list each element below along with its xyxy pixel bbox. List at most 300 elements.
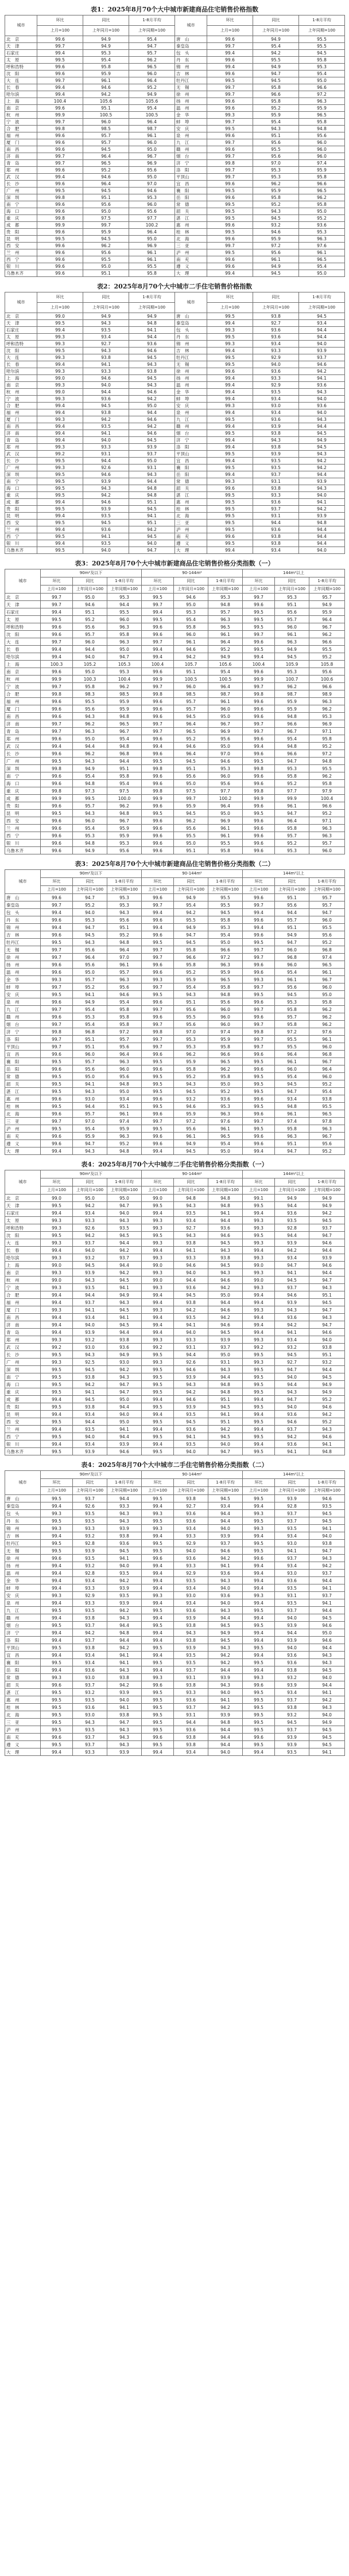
index-value: 99.8	[243, 1028, 275, 1036]
index-value: 94.5	[208, 1433, 243, 1441]
index-value: 94.9	[309, 1195, 345, 1202]
index-value: 96.4	[83, 181, 129, 188]
index-value: 94.8	[129, 492, 175, 499]
index-value: 99.6	[243, 698, 275, 705]
index-value: 95.7	[83, 139, 129, 146]
index-value: 94.5	[129, 533, 175, 540]
index-value: 94.2	[129, 396, 175, 403]
index-value: 93.8	[73, 1644, 107, 1652]
index-value: 94.1	[73, 1388, 107, 1396]
table-row	[5, 430, 345, 437]
index-value: 99.6	[207, 194, 253, 201]
index-value: 99.7	[41, 638, 73, 646]
header-base-prev-year-month: 上年同月=100	[174, 1487, 208, 1495]
index-value: 96.2	[73, 750, 107, 758]
table-row	[5, 520, 345, 526]
index-value: 99.3	[41, 1674, 73, 1681]
index-value: 99.6	[142, 735, 174, 743]
index-value: 93.1	[129, 465, 175, 471]
index-value: 96.1	[275, 976, 309, 983]
index-value: 99.3	[41, 976, 73, 983]
city-name: 济 南	[5, 153, 37, 160]
index-value: 105.9	[275, 661, 309, 668]
city-name: 厦 门	[5, 1306, 41, 1314]
index-value: 94.5	[275, 1277, 309, 1284]
index-value: 95.8	[275, 1021, 309, 1028]
city-name: 昆 明	[5, 810, 41, 817]
city-name: 西 宁	[5, 533, 37, 540]
index-value: 95.1	[309, 1351, 345, 1359]
index-value: 94.5	[309, 1510, 345, 1517]
table-row	[5, 1381, 345, 1388]
index-value: 94.2	[275, 1433, 309, 1441]
city-name: 济 宁	[175, 160, 207, 167]
index-value: 99.5	[41, 1540, 73, 1547]
index-value: 99.3	[243, 976, 275, 983]
index-value: 94.5	[309, 1373, 345, 1381]
index-value: 96.0	[73, 817, 107, 825]
index-value: 96.4	[73, 954, 107, 961]
index-value: 99.3	[243, 1217, 275, 1224]
header-yoy: 同比	[174, 878, 208, 886]
index-value: 94.3	[174, 1381, 208, 1388]
index-value: 93.7	[275, 1284, 309, 1291]
table-row	[5, 361, 345, 368]
index-value: 93.8	[253, 540, 299, 547]
table-row	[5, 1614, 345, 1622]
index-value: 99.3	[41, 1359, 73, 1366]
city-name: 西 安	[5, 243, 37, 249]
index-value: 100.3	[73, 676, 107, 683]
index-value: 94.3	[299, 416, 345, 423]
table-row	[5, 188, 345, 194]
index-value: 99.5	[37, 57, 83, 64]
city-name: 唐 山	[5, 1495, 41, 1502]
index-value: 93.8	[107, 1711, 142, 1719]
header-avg: 1-8月平均	[208, 1178, 243, 1186]
index-value: 99.4	[207, 382, 253, 389]
index-value: 99.3	[243, 1674, 275, 1681]
index-value: 93.8	[275, 1666, 309, 1674]
index-value: 96.3	[275, 638, 309, 646]
table-row	[5, 382, 345, 389]
index-value: 99.6	[37, 139, 83, 146]
index-value: 97.1	[309, 728, 345, 735]
header-mom: 环比	[41, 878, 73, 886]
city-name: 上 海	[5, 98, 37, 105]
index-value: 99.4	[37, 423, 83, 430]
table-row	[5, 1006, 345, 1013]
table-row	[5, 98, 345, 105]
table-2	[5, 292, 345, 554]
index-value: 98.3	[73, 690, 107, 698]
index-value: 99.5	[243, 1726, 275, 1734]
index-value: 93.8	[73, 1614, 107, 1622]
index-value: 99.3	[37, 396, 83, 403]
index-value: 94.4	[73, 743, 107, 750]
index-value: 99.4	[207, 547, 253, 554]
city-name: 重 庆	[5, 787, 41, 795]
index-value: 93.9	[299, 478, 345, 485]
index-value: 94.4	[107, 601, 142, 608]
table-row	[5, 1540, 345, 1547]
city-name: 北 京	[5, 36, 37, 43]
index-value: 96.0	[129, 71, 175, 77]
index-value: 94.9	[275, 646, 309, 653]
index-value: 94.5	[83, 146, 129, 153]
city-name: 九 江	[5, 1006, 41, 1013]
index-value: 94.4	[275, 1232, 309, 1239]
table-row	[5, 909, 345, 916]
index-value: 95.6	[129, 208, 175, 215]
city-name: 岳 阳	[5, 1666, 41, 1674]
index-value: 94.0	[253, 361, 299, 368]
index-value: 99.5	[243, 1232, 275, 1239]
city-name: 襄 阳	[175, 188, 207, 194]
index-value: 94.6	[174, 594, 208, 601]
index-value: 96.3	[208, 616, 243, 623]
index-value: 96.2	[309, 1006, 345, 1013]
index-value: 93.4	[73, 1652, 107, 1659]
index-value: 95.8	[253, 84, 299, 91]
index-value: 94.5	[174, 1088, 208, 1095]
city-name: 泉 州	[5, 998, 41, 1006]
index-value: 105.7	[174, 661, 208, 668]
index-value: 94.3	[107, 1666, 142, 1674]
index-value: 99.6	[243, 713, 275, 720]
city-name: 丹 东	[175, 334, 207, 341]
table-row	[5, 1622, 345, 1629]
index-value: 96.6	[208, 1051, 243, 1058]
index-value: 93.3	[73, 1748, 107, 1756]
index-value: 93.4	[253, 341, 299, 348]
index-value: 99.6	[142, 840, 174, 847]
index-value: 99.5	[142, 616, 174, 623]
city-name: 泉 州	[175, 409, 207, 416]
header-base-prev-year-period: 上年同期=100	[309, 886, 345, 894]
index-value: 99.8	[142, 1028, 174, 1036]
table-row	[5, 1441, 345, 1448]
city-name: 唐 山	[5, 894, 41, 901]
index-value: 93.7	[73, 1741, 107, 1748]
index-value: 99.5	[142, 1073, 174, 1080]
index-value: 96.3	[208, 961, 243, 969]
index-value: 93.8	[253, 444, 299, 451]
city-name: 贵 阳	[5, 1403, 41, 1411]
header-avg: 1-8月平均	[208, 878, 243, 886]
index-value: 94.1	[309, 1748, 345, 1756]
index-value: 95.1	[83, 194, 129, 201]
index-value: 95.8	[107, 1006, 142, 1013]
index-value: 100.2	[129, 222, 175, 229]
index-value: 93.3	[174, 1254, 208, 1262]
index-value: 99.3	[41, 1224, 73, 1232]
table-row	[5, 661, 345, 668]
index-value: 93.9	[275, 1299, 309, 1306]
index-value: 99.4	[243, 1247, 275, 1254]
index-value: 93.7	[73, 1299, 107, 1306]
index-value: 94.6	[129, 416, 175, 423]
table-row	[5, 327, 345, 334]
index-value: 99.4	[37, 84, 83, 91]
index-value: 96.2	[73, 720, 107, 728]
header-base-prev-year-period: 上年同期=100	[208, 1487, 243, 1495]
index-value: 95.1	[83, 105, 129, 112]
city-name: 广 州	[5, 1359, 41, 1366]
index-value: 93.2	[73, 1689, 107, 1696]
index-value: 99.4	[243, 1502, 275, 1510]
index-value: 95.9	[107, 825, 142, 832]
index-value: 94.7	[129, 547, 175, 554]
index-value: 94.2	[73, 1381, 107, 1388]
index-value: 99.5	[142, 1719, 174, 1726]
header-base-prev-month: 上月=100	[37, 303, 83, 313]
header-city: 城市	[5, 870, 41, 894]
index-value: 95.5	[275, 1036, 309, 1043]
index-value: 94.7	[107, 653, 142, 661]
index-value: 94.5	[299, 430, 345, 437]
index-value: 99.5	[243, 1103, 275, 1110]
index-value: 94.3	[107, 1373, 142, 1381]
index-value: 98.5	[174, 690, 208, 698]
index-value: 95.5	[73, 698, 107, 705]
index-value: 99.6	[41, 1013, 73, 1021]
index-value: 99.4	[37, 437, 83, 444]
index-value: 95.1	[253, 132, 299, 139]
city-name: 九 江	[175, 139, 207, 146]
index-value: 93.5	[73, 1726, 107, 1734]
index-value: 94.2	[208, 1555, 243, 1562]
index-value: 94.4	[107, 1433, 142, 1441]
index-value: 93.9	[107, 1689, 142, 1696]
city-name: 兰 州	[5, 526, 37, 533]
city-name: 秦皇岛	[175, 43, 207, 50]
city-name: 平顶山	[5, 1043, 41, 1051]
index-value: 96.9	[129, 160, 175, 167]
table-row	[5, 1209, 345, 1217]
table-row	[5, 1734, 345, 1741]
index-value: 99.5	[41, 939, 73, 946]
index-value: 95.8	[309, 998, 345, 1006]
index-value: 94.3	[253, 437, 299, 444]
index-value: 94.5	[129, 375, 175, 382]
index-value: 99.7	[243, 983, 275, 991]
header-size-group: 90m²及以下	[41, 870, 142, 878]
header-avg: 1-8月平均	[309, 1178, 345, 1186]
city-name: 太 原	[5, 334, 37, 341]
index-value: 96.9	[208, 817, 243, 825]
index-value: 99.4	[142, 1532, 174, 1540]
index-value: 93.6	[174, 1517, 208, 1525]
city-name: 兰 州	[5, 825, 41, 832]
city-name: 兰 州	[5, 249, 37, 256]
index-value: 94.7	[275, 810, 309, 817]
index-value: 99.6	[142, 668, 174, 676]
index-value: 94.3	[107, 1517, 142, 1525]
index-value: 93.5	[174, 1659, 208, 1666]
index-value: 94.0	[299, 492, 345, 499]
header-base-prev-month: 上月=100	[207, 303, 253, 313]
index-value: 92.9	[253, 354, 299, 361]
city-name: 惠 州	[5, 1696, 41, 1704]
index-value: 95.7	[174, 705, 208, 713]
index-value: 99.5	[41, 1418, 73, 1426]
index-value: 93.8	[73, 1403, 107, 1411]
index-value: 93.5	[107, 1224, 142, 1232]
index-value: 95.3	[208, 1103, 243, 1110]
header-mom: 环比	[41, 1479, 73, 1487]
index-value: 99.5	[142, 1088, 174, 1095]
index-value: 96.3	[107, 623, 142, 631]
index-value: 95.7	[275, 832, 309, 840]
city-name: 常 德	[175, 201, 207, 208]
table-row	[5, 802, 345, 810]
header-size-group: 144m²以上	[243, 1471, 345, 1479]
index-value: 100.4	[37, 98, 83, 105]
index-value: 105.2	[73, 661, 107, 668]
index-value: 95.2	[253, 105, 299, 112]
index-value: 93.9	[107, 1584, 142, 1592]
index-value: 94.3	[107, 1299, 142, 1306]
city-name: 牡丹江	[5, 1540, 41, 1547]
index-value: 92.8	[275, 1502, 309, 1510]
index-value: 94.5	[73, 1366, 107, 1373]
table-row	[5, 1224, 345, 1232]
index-value: 94.0	[275, 1614, 309, 1622]
index-value: 94.0	[174, 1329, 208, 1336]
city-name: 岳 阳	[175, 194, 207, 201]
index-value: 94.3	[129, 361, 175, 368]
index-value: 94.3	[309, 1652, 345, 1659]
index-value: 95.4	[129, 105, 175, 112]
table-row	[5, 787, 345, 795]
table-row	[5, 146, 345, 153]
index-value: 99.7	[207, 139, 253, 146]
index-value: 93.6	[208, 1592, 243, 1599]
index-value: 93.7	[73, 1622, 107, 1629]
table-3b	[5, 869, 345, 1155]
index-value: 99.7	[243, 594, 275, 601]
index-value: 94.0	[309, 1336, 345, 1344]
index-value: 99.5	[207, 249, 253, 256]
table-row	[5, 1148, 345, 1155]
index-value: 94.7	[309, 1232, 345, 1239]
index-value: 99.5	[243, 1058, 275, 1065]
index-value: 99.5	[142, 1103, 174, 1110]
index-value: 94.9	[309, 1202, 345, 1209]
index-value: 99.4	[243, 1291, 275, 1299]
index-value: 93.7	[174, 1666, 208, 1674]
index-value: 94.6	[309, 1403, 345, 1411]
index-value: 99.6	[243, 735, 275, 743]
index-value: 95.3	[208, 924, 243, 931]
city-name: 沈 阳	[5, 631, 41, 638]
index-value: 99.5	[243, 1547, 275, 1555]
index-value: 93.3	[73, 1584, 107, 1592]
index-value: 99.5	[37, 478, 83, 485]
header-base-prev-month: 上月=100	[41, 1186, 73, 1195]
index-value: 94.2	[208, 1652, 243, 1659]
index-value: 99.6	[243, 1065, 275, 1073]
index-value: 95.9	[174, 976, 208, 983]
header-yoy: 同比	[253, 292, 299, 303]
index-value: 94.4	[129, 409, 175, 416]
index-value: 95.8	[208, 916, 243, 924]
table-row	[5, 485, 345, 492]
index-value: 99.6	[207, 132, 253, 139]
index-value: 95.3	[107, 901, 142, 909]
header-avg: 1-8月平均	[107, 1178, 142, 1186]
index-value: 95.3	[208, 594, 243, 601]
index-value: 94.9	[309, 1719, 345, 1726]
index-value: 99.6	[243, 1734, 275, 1741]
index-value: 94.3	[309, 1314, 345, 1321]
index-value: 95.9	[174, 802, 208, 810]
table-row	[5, 825, 345, 832]
header-mom: 环比	[37, 15, 83, 26]
index-value: 94.8	[73, 780, 107, 787]
index-value: 99.7	[41, 728, 73, 735]
index-value: 93.8	[174, 1741, 208, 1748]
table-1	[5, 15, 345, 277]
index-value: 99.3	[207, 327, 253, 334]
table-row	[5, 631, 345, 638]
index-value: 94.8	[208, 1381, 243, 1388]
city-name: 南 宁	[5, 478, 37, 485]
index-value: 94.4	[107, 1239, 142, 1247]
index-value: 96.2	[174, 1051, 208, 1058]
index-value: 99.7	[207, 43, 253, 50]
index-value: 99.5	[142, 991, 174, 998]
table-1-body	[5, 36, 345, 277]
table-row	[5, 1336, 345, 1344]
table-4b	[5, 1470, 345, 1756]
index-value: 99.4	[207, 348, 253, 354]
index-value: 99.9	[243, 676, 275, 683]
index-value: 94.5	[208, 1622, 243, 1629]
index-value: 94.9	[174, 924, 208, 931]
city-name: 唐 山	[175, 313, 207, 320]
index-value: 95.4	[208, 668, 243, 676]
table-row	[5, 1051, 345, 1058]
index-value: 99.5	[243, 1659, 275, 1666]
index-value: 93.4	[73, 1577, 107, 1584]
index-value: 96.6	[309, 802, 345, 810]
index-value: 94.2	[208, 1284, 243, 1291]
index-value: 93.5	[275, 1599, 309, 1607]
index-value: 99.4	[243, 1652, 275, 1659]
index-value: 99.3	[41, 1239, 73, 1247]
index-value: 99.6	[207, 36, 253, 43]
header-avg: 1-8月平均	[299, 292, 345, 303]
index-value: 93.0	[174, 1592, 208, 1599]
index-value: 95.6	[107, 1043, 142, 1051]
city-name: 南 昌	[5, 146, 37, 153]
index-value: 99.3	[37, 354, 83, 361]
index-value: 93.2	[309, 1359, 345, 1366]
index-value: 99.4	[41, 608, 73, 616]
index-value: 99.5	[142, 1373, 174, 1381]
index-value: 95.8	[107, 1013, 142, 1021]
index-value: 94.6	[253, 229, 299, 236]
index-value: 96.8	[309, 1051, 345, 1058]
index-value: 94.5	[83, 403, 129, 409]
table-row	[5, 1306, 345, 1314]
index-value: 95.2	[309, 653, 345, 661]
index-value: 94.7	[275, 1088, 309, 1095]
index-value: 99.3	[37, 416, 83, 423]
index-value: 99.6	[142, 705, 174, 713]
